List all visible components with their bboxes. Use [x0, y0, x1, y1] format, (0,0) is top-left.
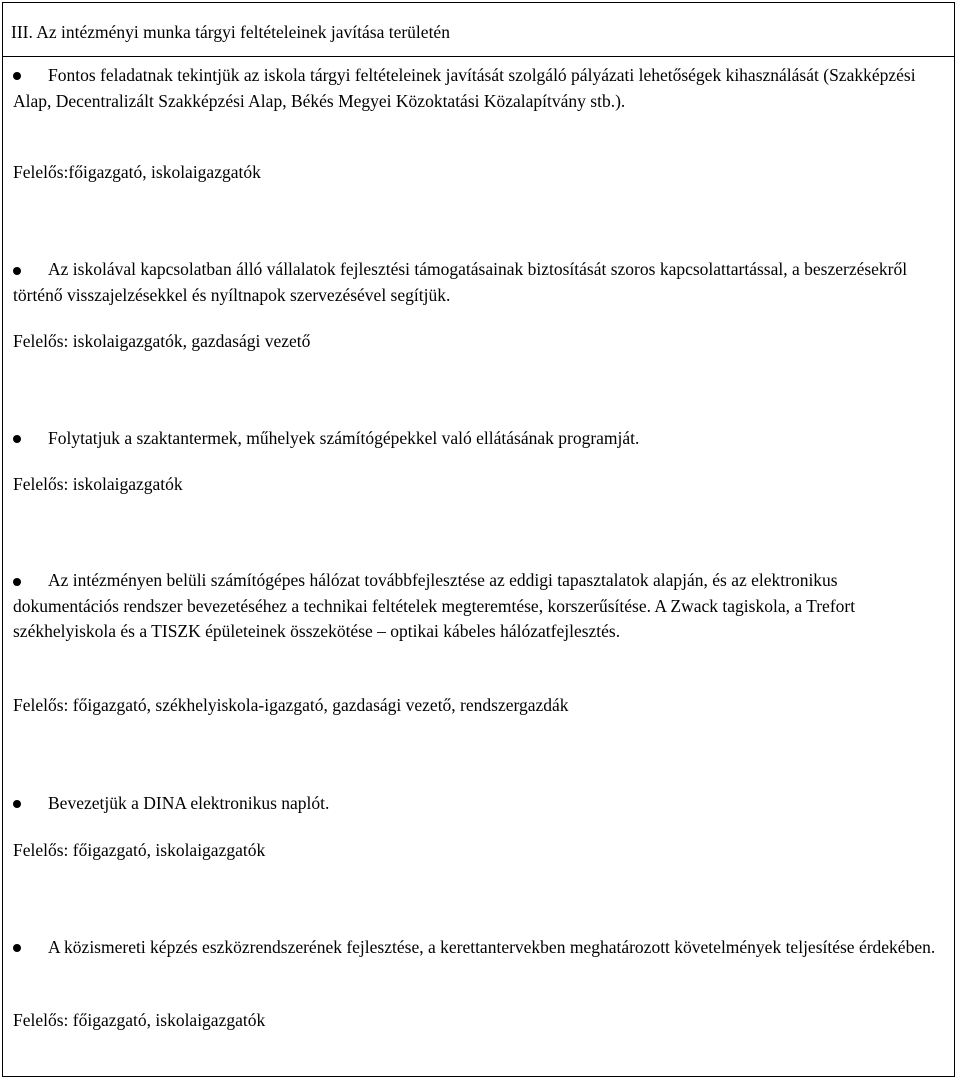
responsible-line: Felelős: főigazgató, iskolaigazgatók	[13, 840, 266, 860]
item-text: Folytatjuk a szaktantermek, műhelyek számítógépekkel való ellátásának programját.	[48, 428, 640, 448]
item-text: A közismereti képzés eszközrendszerének fejlesztése, a kerettantervekben meghatározott követelmények teljesítése érdekében.	[48, 937, 936, 957]
item-text: Fontos feladatnak tekintjük az iskola tárgyi feltételeinek javítását szolgáló pályázati lehetőségek kihasználását (Szakképzési Alap, Decentralizált Szakképzési Alap, Békés Megyei Közoktatási Közalapítvány stb.).	[13, 65, 916, 111]
item-text: Bevezetjük a DINA elektronikus naplót.	[48, 793, 330, 813]
responsible-line: Felelős: főigazgató, iskolaigazgatók	[13, 1010, 266, 1030]
responsible-line: Felelős:főigazgató, iskolaigazgatók	[13, 162, 261, 182]
section-header	[3, 3, 954, 57]
section-title: III. Az intézményi munka tárgyi feltételeinek javítása területén	[11, 22, 450, 42]
responsible-line: Felelős: iskolaigazgatók	[13, 474, 183, 494]
item-text: Az iskolával kapcsolatban álló vállalatok fejlesztési támogatásainak biztosítását szoros kapcsolattartással, a beszerzésekről történő visszajelzésekkel és nyíltnapok szervezésével segítjük.	[13, 259, 908, 305]
item-text: Az intézményen belüli számítógépes hálózat továbbfejlesztése az eddigi tapasztalatok alapján, és az elektronikus dokumentációs rendszer bevezetéséhez a technikai feltételek megteremtése, korszerűsítése. A Zwack tagiskola, a Trefort székhelyiskola és a TISZK épületeinek összekötése – optikai kábeles hálózatfejlesztés.	[13, 570, 856, 641]
responsible-line: Felelős: iskolaigazgatók, gazdasági vezető	[13, 331, 311, 351]
responsible-line: Felelős: főigazgató, székhelyiskola-igazgató, gazdasági vezető, rendszergazdák	[13, 695, 569, 715]
section-table	[2, 2, 955, 1077]
